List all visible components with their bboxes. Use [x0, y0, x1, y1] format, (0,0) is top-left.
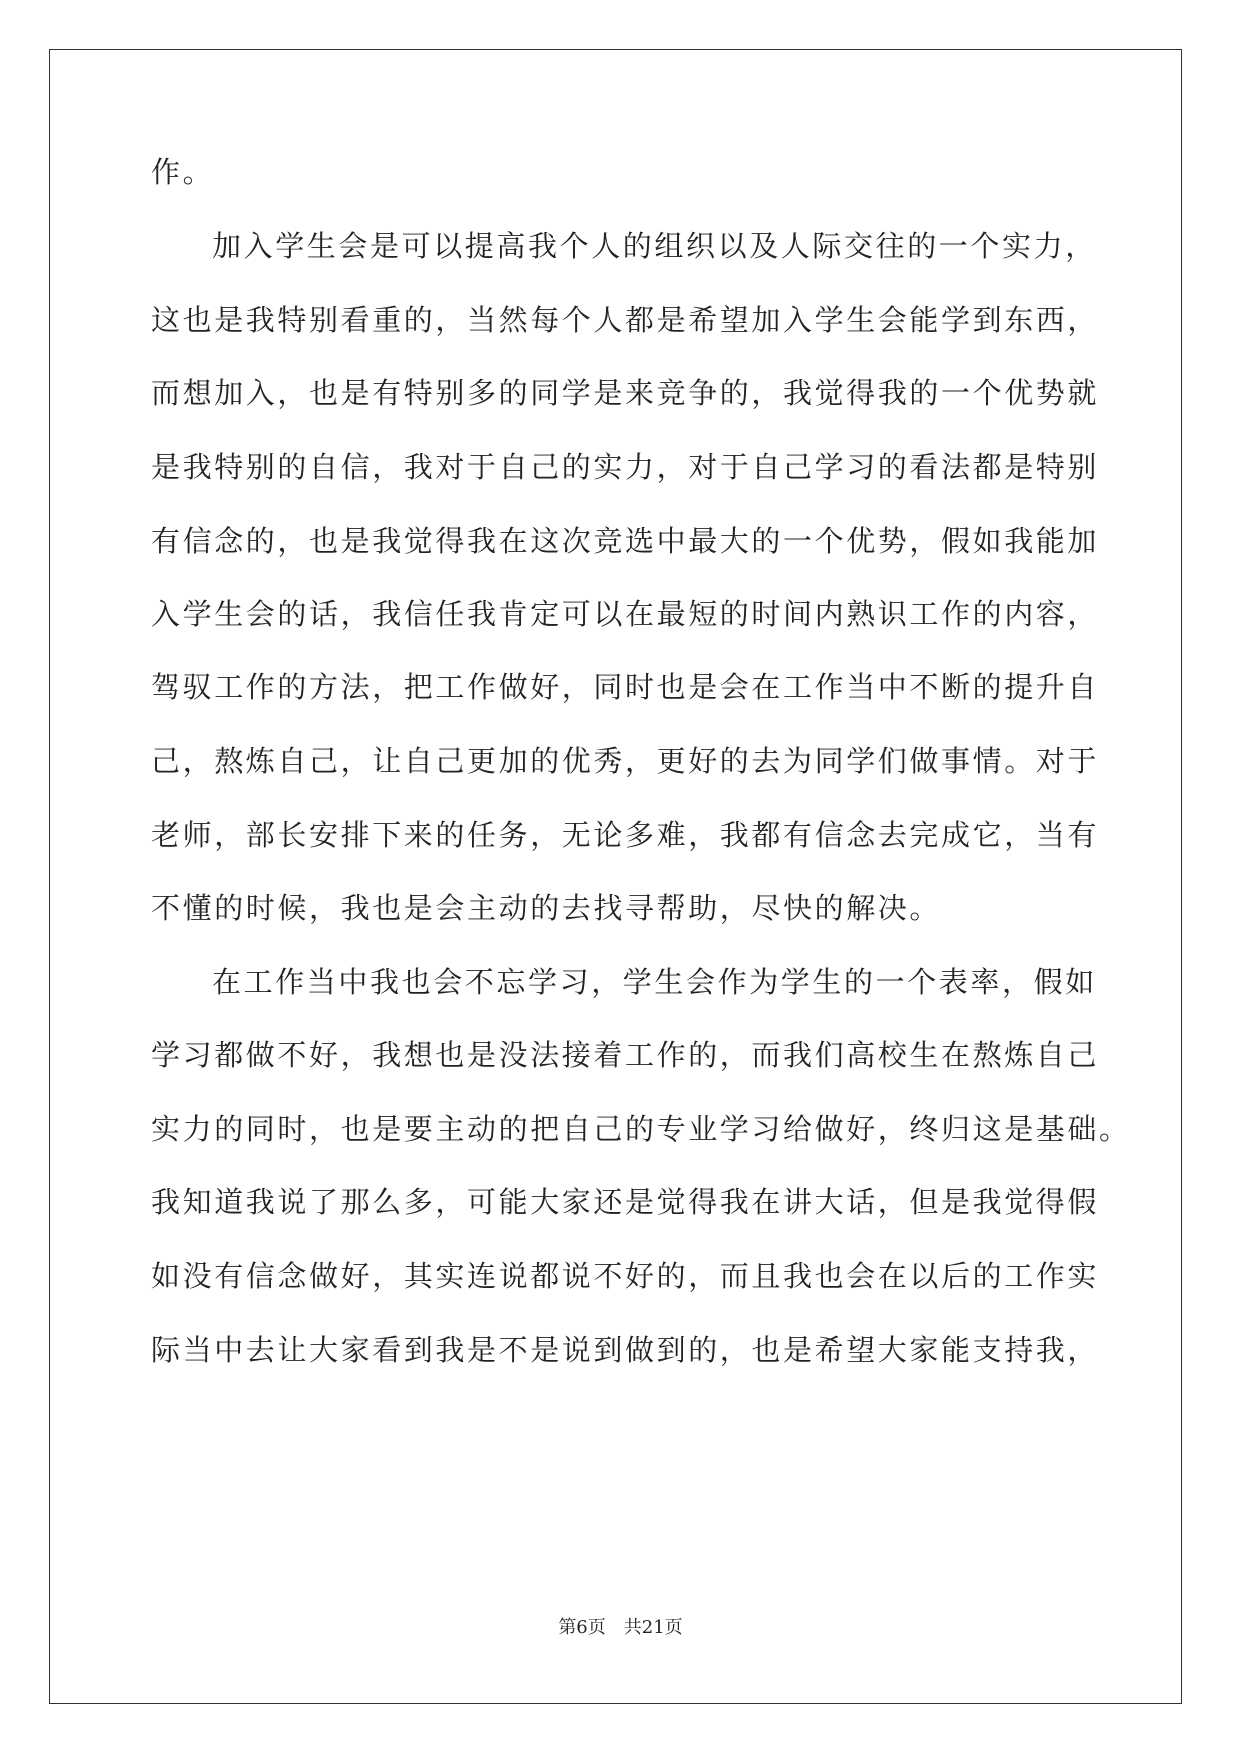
text-line: 实力的同时，也是要主动的把自己的专业学习给做好，终归这是基础。: [151, 1112, 1131, 1146]
text-line: 是我特别的自信，我对于自己的实力，对于自己学习的看法都是特别: [151, 450, 1100, 484]
text-line: 学习都做不好，我想也是没法接着工作的，而我们高校生在熬炼自己: [151, 1038, 1100, 1072]
text-line: 这也是我特别看重的，当然每个人都是希望加入学生会能学到东西，: [151, 303, 1100, 337]
text-line: 不懂的时候，我也是会主动的去找寻帮助，尽快的解决。: [151, 891, 942, 925]
page-footer: [0, 1616, 1241, 1640]
text-line: 作。: [151, 155, 215, 189]
text-line: 我知道我说了那么多，可能大家还是觉得我在讲大话，但是我觉得假: [151, 1185, 1100, 1219]
page-border: [49, 49, 1182, 1704]
text-line: 老师，部长安排下来的任务，无论多难，我都有信念去完成它，当有: [151, 818, 1100, 852]
text-line: 己，熬炼自己，让自己更加的优秀，更好的去为同学们做事情。对于: [151, 744, 1100, 778]
text-line: 入学生会的话，我信任我肯定可以在最短的时间内熟识工作的内容，: [151, 597, 1100, 631]
paragraph-first-line: 加入学生会是可以提高我个人的组织以及人际交往的一个实力，: [212, 229, 1097, 263]
paragraph-first-line: 在工作当中我也会不忘学习，学生会作为学生的一个表率，假如: [212, 965, 1097, 999]
page-number: 第6页: [558, 1617, 606, 1638]
text-line: 际当中去让大家看到我是不是说到做到的，也是希望大家能支持我，: [151, 1333, 1100, 1367]
text-line: 驾驭工作的方法，把工作做好，同时也是会在工作当中不断的提升自: [151, 670, 1100, 704]
text-line: 而想加入，也是有特别多的同学是来竞争的，我觉得我的一个优势就: [151, 376, 1100, 410]
page-total: 共21页: [623, 1617, 683, 1638]
text-line: 如没有信念做好，其实连说都说不好的，而且我也会在以后的工作实: [151, 1259, 1100, 1293]
text-line: 有信念的，也是我觉得我在这次竞选中最大的一个优势，假如我能加: [151, 524, 1100, 558]
